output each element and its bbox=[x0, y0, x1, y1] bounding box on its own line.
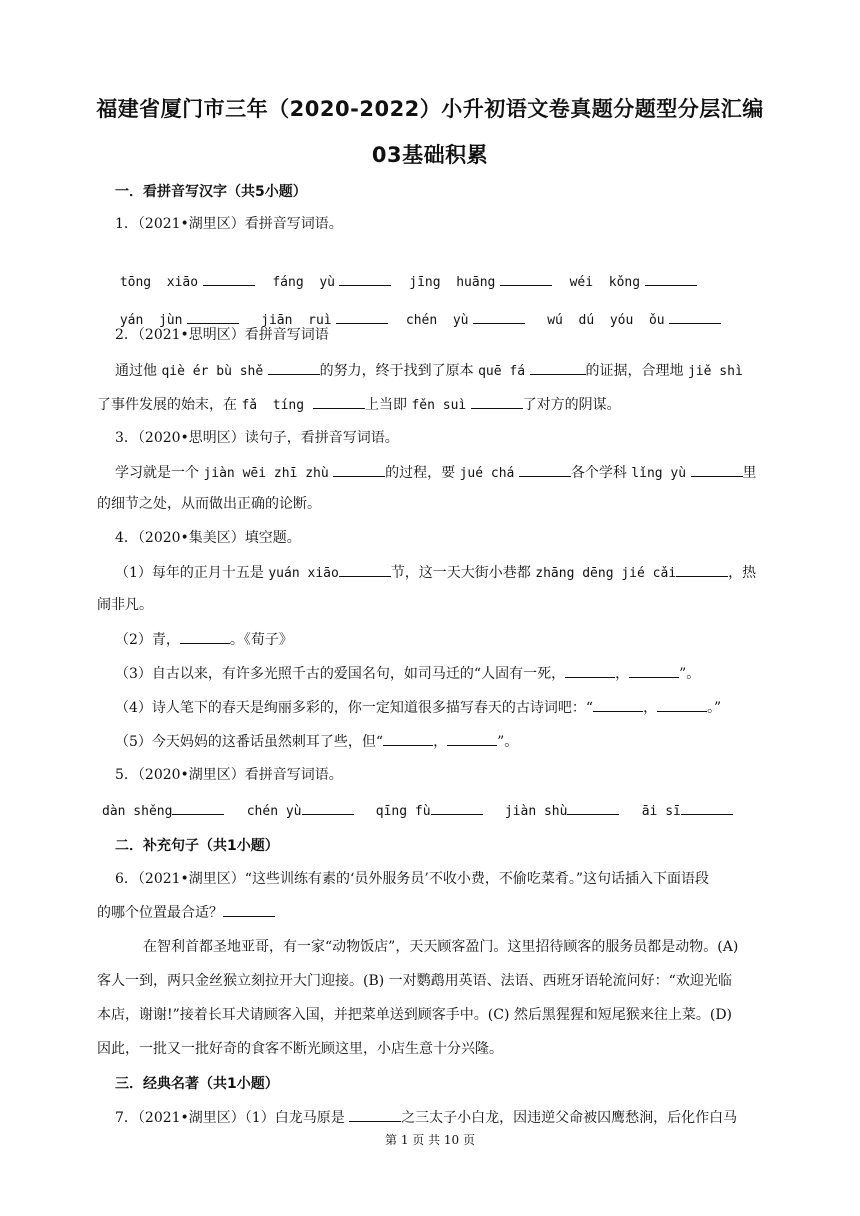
passage-line: 本店，谢谢!”接着长耳犬请顾客入国，并把菜单送到顾客手中。(C) 然后黑猩猩和短尾猴来往上菜。(D) bbox=[97, 1007, 733, 1023]
answer-blank[interactable] bbox=[336, 309, 388, 324]
answer-blank[interactable] bbox=[313, 394, 365, 409]
doc-title: 福建省厦门市三年（2020-2022）小升初语文卷真题分题型分层汇编 bbox=[96, 97, 764, 121]
pinyin: āi sī bbox=[641, 804, 681, 819]
section-heading: 三．经典名著（共1小题） bbox=[115, 1076, 279, 1092]
answer-blank[interactable] bbox=[519, 462, 571, 477]
answer-blank[interactable] bbox=[431, 800, 483, 815]
page-footer: 第 1 页 共 10 页 bbox=[385, 1133, 475, 1147]
question-stem: 1．（2021•湖里区）看拼音写词语。 bbox=[115, 216, 343, 232]
answer-blank[interactable] bbox=[593, 697, 643, 712]
question-line: （3）自古以来，有许多光照千古的爱国名句，如司马迁的“人固有一死， ， ”。 bbox=[115, 663, 700, 684]
answer-blank[interactable] bbox=[349, 1107, 401, 1122]
doc-subtitle: 03基础积累 bbox=[371, 143, 489, 167]
answer-blank[interactable] bbox=[473, 309, 525, 324]
answer-blank[interactable] bbox=[339, 271, 391, 286]
answer-blank[interactable] bbox=[657, 697, 707, 712]
answer-blank[interactable] bbox=[645, 271, 697, 286]
answer-blank[interactable] bbox=[333, 462, 385, 477]
answer-blank[interactable] bbox=[203, 271, 255, 286]
question-line: （4）诗人笔下的春天是绚丽多彩的，你一定知道很多描写春天的古诗词吧：“ ， 。” bbox=[115, 697, 721, 718]
pinyin: jiàn shù bbox=[504, 804, 568, 819]
answer-blank[interactable] bbox=[223, 902, 275, 917]
question-stem: 4．（2020•集美区）填空题。 bbox=[115, 530, 301, 546]
pinyin: yán jùn bbox=[119, 313, 183, 328]
pinyin: chén yù bbox=[405, 313, 469, 328]
question-line: 的哪个位置最合适？ bbox=[97, 902, 275, 923]
pinyin: wú dú yóu ǒu bbox=[547, 313, 665, 328]
pinyin: chén yù bbox=[246, 804, 302, 819]
section-heading: 一．看拼音写汉字（共5小题） bbox=[115, 184, 307, 200]
answer-blank[interactable] bbox=[530, 360, 586, 375]
passage-line: 在智利首都圣地亚哥，有一家“动物饭店”，天天顾客盈门。这里招待顾客的服务员都是动物。(A) bbox=[143, 939, 739, 955]
question-line: 的细节之处，从而做出正确的论断。 bbox=[97, 496, 321, 512]
answer-blank[interactable] bbox=[629, 663, 679, 678]
question-line: （1）每年的正月十五是 yuán xiāo 节，这一天大街小巷都 zhāng dēng jié cǎi ，热 bbox=[115, 562, 756, 584]
question-line: （5）今天妈妈的这番话虽然刺耳了些，但“ ， ”。 bbox=[115, 731, 518, 752]
question-line: 了事件发展的始末，在 fǎ tíng 上当即 fěn suì 了对方的阴谋。 bbox=[97, 394, 621, 416]
pinyin: jīng huāng bbox=[409, 275, 496, 290]
answer-blank[interactable] bbox=[172, 800, 224, 815]
question-line: 学习就是一个 jiàn wēi zhī zhù 的过程，要 jué chá 各个学科 lǐng yù 里 bbox=[115, 462, 757, 484]
question-stem: 2．（2021•思明区）看拼音写词语 bbox=[115, 327, 329, 343]
answer-blank[interactable] bbox=[383, 731, 433, 746]
question-line: 通过他 qiè ér bù shě 的努力，终于找到了原本 quē fá 的证据，合理地 jiě shì bbox=[115, 360, 743, 382]
answer-blank[interactable] bbox=[565, 663, 615, 678]
pinyin-row bbox=[102, 800, 733, 822]
passage-line: 因此，一批又一批好奇的食客不断光顾这里，小店生意十分兴隆。 bbox=[97, 1041, 503, 1057]
answer-blank[interactable] bbox=[676, 562, 728, 577]
answer-blank[interactable] bbox=[669, 309, 721, 324]
answer-blank[interactable] bbox=[268, 360, 320, 375]
answer-blank[interactable] bbox=[302, 800, 354, 815]
pinyin: jiān ruì bbox=[261, 313, 332, 328]
pinyin: wéi kǒng bbox=[569, 275, 641, 290]
answer-blank[interactable] bbox=[567, 800, 619, 815]
answer-blank[interactable] bbox=[180, 629, 230, 644]
answer-blank[interactable] bbox=[471, 394, 523, 409]
question-stem: 6．（2021•湖里区）“这些训练有素的‘员外服务员’不收小费，不偷吃菜肴。”这句话插入下面语段 bbox=[115, 871, 710, 887]
answer-blank[interactable] bbox=[339, 562, 391, 577]
pinyin: qīng fù bbox=[375, 804, 431, 819]
pinyin: tōng xiāo bbox=[119, 275, 199, 290]
answer-blank[interactable] bbox=[691, 462, 743, 477]
section-heading: 二．补充句子（共1小题） bbox=[115, 838, 279, 854]
answer-blank[interactable] bbox=[187, 309, 239, 324]
question-line: 7．（2021•湖里区）（1）白龙马原是 之三太子小白龙，因违逆父命被囚鹰愁涧，后化作白马 bbox=[115, 1107, 737, 1128]
question-stem: 3．（2020•思明区）读句子，看拼音写词语。 bbox=[115, 430, 399, 446]
question-line: （2）青， 。《荀子》 bbox=[115, 629, 293, 650]
pinyin: fáng yù bbox=[272, 275, 335, 290]
answer-blank[interactable] bbox=[681, 800, 733, 815]
answer-blank[interactable] bbox=[500, 271, 552, 286]
answer-blank[interactable] bbox=[447, 731, 497, 746]
question-line: 闹非凡。 bbox=[97, 597, 153, 613]
question-stem: 5．（2020•湖里区）看拼音写词语。 bbox=[115, 767, 343, 783]
pinyin: dàn shěng bbox=[102, 804, 173, 819]
passage-line: 客人一到，两只金丝猴立刻拉开大门迎接。(B) 一对鹦鹉用英语、法语、西班牙语轮流问好：“欢迎光临 bbox=[97, 973, 732, 989]
